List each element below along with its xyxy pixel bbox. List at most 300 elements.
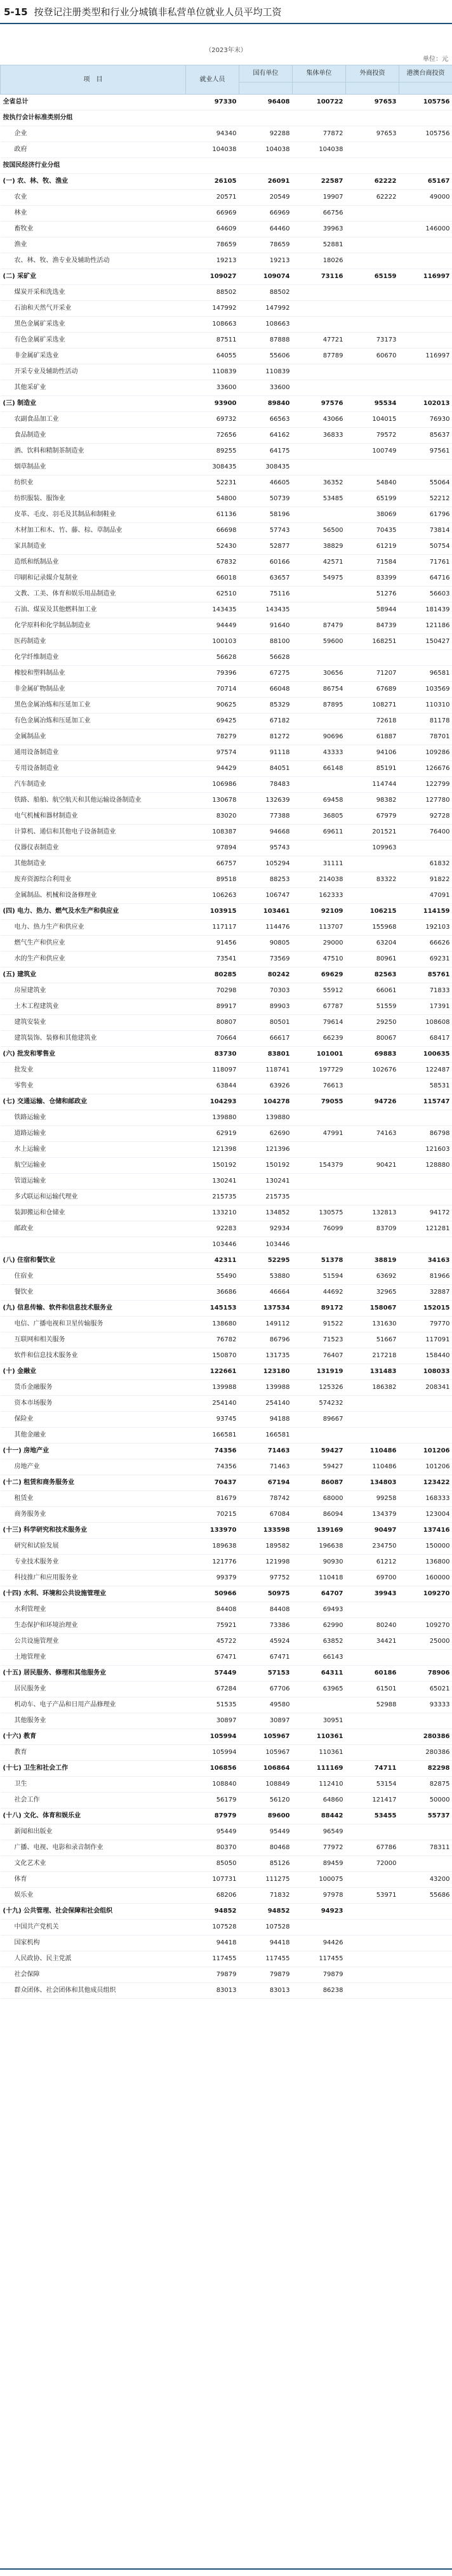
value-cell: 67689 <box>346 682 399 698</box>
value-cell: 87895 <box>293 698 346 714</box>
value-cell: 189582 <box>239 1539 293 1555</box>
value-cell: 104038 <box>239 142 293 158</box>
value-cell: 85050 <box>186 1856 239 1872</box>
value-cell: 105294 <box>239 856 293 872</box>
value-cell <box>399 1428 452 1444</box>
row-label: (十一) 房地产业 <box>1 1444 186 1459</box>
value-cell <box>346 1951 399 1967</box>
row-label: 公共设施管理业 <box>1 1634 186 1650</box>
row-label: 餐饮业 <box>1 1285 186 1301</box>
value-cell: 80501 <box>239 1015 293 1031</box>
value-cell: 89600 <box>239 1809 293 1824</box>
table-row <box>1 1285 452 1301</box>
row-label: 印刷和记录媒介复制业 <box>1 571 186 587</box>
value-cell: 30656 <box>293 666 346 682</box>
value-cell: 100635 <box>399 1047 452 1063</box>
industry-row <box>1 967 452 983</box>
value-cell: 31111 <box>293 856 346 872</box>
row-label: 文教、工美、体育和娱乐用品制造业 <box>1 587 186 602</box>
value-cell: 20571 <box>186 190 239 206</box>
industry-row <box>1 1047 452 1063</box>
value-cell: 83013 <box>239 1983 293 1999</box>
row-label: 酒、饮料和精制茶制造业 <box>1 444 186 460</box>
row-label: 生态保护和环境治理业 <box>1 1618 186 1634</box>
table-row <box>1 809 452 825</box>
table-row <box>1 1793 452 1809</box>
value-cell: 95534 <box>346 396 399 412</box>
value-cell <box>186 110 239 126</box>
value-cell: 133970 <box>186 1523 239 1539</box>
value-cell: 66969 <box>239 206 293 222</box>
value-cell: 93900 <box>186 396 239 412</box>
value-cell: 63657 <box>239 571 293 587</box>
value-cell: 33600 <box>186 380 239 396</box>
value-cell: 147992 <box>239 301 293 317</box>
value-cell: 121417 <box>346 1793 399 1809</box>
value-cell <box>346 1920 399 1935</box>
value-cell: 149112 <box>239 1317 293 1332</box>
bottom-rule <box>0 2568 452 2570</box>
row-label: 烟草制品业 <box>1 460 186 475</box>
row-label: 黑色金属矿采选业 <box>1 317 186 333</box>
value-cell <box>346 237 399 253</box>
value-cell <box>293 777 346 793</box>
value-cell: 130678 <box>186 793 239 809</box>
value-cell <box>346 1428 399 1444</box>
value-cell <box>293 460 346 475</box>
table-row <box>1 936 452 952</box>
row-label: 科技推广和应用服务业 <box>1 1570 186 1586</box>
value-cell: 90497 <box>346 1523 399 1539</box>
value-cell: 86094 <box>293 1507 346 1523</box>
value-cell: 67471 <box>239 1650 293 1666</box>
value-cell <box>293 714 346 729</box>
value-cell <box>399 1602 452 1618</box>
value-cell: 89917 <box>186 999 239 1015</box>
value-cell: 158440 <box>399 1348 452 1364</box>
row-label: 纺织业 <box>1 475 186 491</box>
value-cell: 51559 <box>346 999 399 1015</box>
table-row <box>1 1332 452 1348</box>
value-cell: 70215 <box>186 1507 239 1523</box>
value-cell <box>293 1920 346 1935</box>
row-label: (九) 信息传输、软件和信息技术服务业 <box>1 1301 186 1317</box>
value-cell: 150192 <box>186 1158 239 1174</box>
table-row <box>1 999 452 1015</box>
value-cell: 65199 <box>346 491 399 507</box>
table-row <box>1 952 452 967</box>
value-cell: 123180 <box>239 1364 293 1380</box>
value-cell: 29000 <box>293 936 346 952</box>
value-cell: 139169 <box>293 1523 346 1539</box>
row-label: 畜牧业 <box>1 222 186 237</box>
value-cell: 105756 <box>399 95 452 110</box>
industry-row <box>1 1094 452 1110</box>
header-spacer <box>293 83 346 95</box>
value-cell: 59427 <box>293 1459 346 1475</box>
value-cell: 308435 <box>239 460 293 475</box>
table-row <box>1 1888 452 1904</box>
value-cell: 67787 <box>293 999 346 1015</box>
row-label: 土木工程建筑业 <box>1 999 186 1015</box>
table-row <box>1 793 452 809</box>
value-cell <box>399 840 452 856</box>
value-cell: 32887 <box>399 1285 452 1301</box>
value-cell <box>399 110 452 126</box>
value-cell: 186382 <box>346 1380 399 1396</box>
table-row <box>1 634 452 650</box>
value-cell <box>346 1110 399 1126</box>
row-label: 房地产业 <box>1 1459 186 1475</box>
value-cell: 69732 <box>186 412 239 428</box>
value-cell: 160000 <box>399 1570 452 1586</box>
value-cell: 280386 <box>399 1745 452 1761</box>
industry-row <box>1 1729 452 1745</box>
value-cell: 121281 <box>399 1221 452 1237</box>
value-cell <box>346 1412 399 1428</box>
value-cell: 42311 <box>186 1253 239 1269</box>
value-cell: 94418 <box>239 1935 293 1951</box>
value-cell: 88502 <box>186 285 239 301</box>
value-cell: 122487 <box>399 1063 452 1079</box>
value-cell: 89459 <box>293 1856 346 1872</box>
value-cell: 152015 <box>399 1301 452 1317</box>
value-cell: 49000 <box>399 190 452 206</box>
value-cell: 67084 <box>239 1507 293 1523</box>
page-title <box>4 5 282 18</box>
value-cell <box>346 253 399 269</box>
value-cell: 38829 <box>293 539 346 555</box>
value-cell: 61136 <box>186 507 239 523</box>
value-cell: 108387 <box>186 825 239 840</box>
table-row <box>1 1634 452 1650</box>
value-cell: 108033 <box>399 1364 452 1380</box>
value-cell <box>346 158 399 174</box>
value-cell: 132813 <box>346 1205 399 1221</box>
value-cell <box>346 1904 399 1920</box>
value-cell: 54800 <box>186 491 239 507</box>
table-row <box>1 491 452 507</box>
value-cell: 62990 <box>293 1618 346 1634</box>
value-cell: 76782 <box>186 1332 239 1348</box>
value-cell: 43333 <box>293 745 346 761</box>
row-label: 卫生 <box>1 1777 186 1793</box>
value-cell <box>399 1856 452 1872</box>
value-cell: 108663 <box>186 317 239 333</box>
value-cell: 43066 <box>293 412 346 428</box>
value-cell: 61212 <box>346 1555 399 1570</box>
value-cell: 85329 <box>239 698 293 714</box>
row-label: (二) 采矿业 <box>1 269 186 285</box>
value-cell: 61501 <box>346 1682 399 1697</box>
row-label: 按执行会计标准类别分组 <box>1 110 186 126</box>
section-row <box>1 158 452 174</box>
table-row <box>1 1190 452 1205</box>
value-cell <box>293 602 346 618</box>
value-cell: 91822 <box>399 872 452 888</box>
value-cell <box>399 301 452 317</box>
value-cell: 74711 <box>346 1761 399 1777</box>
table-row <box>1 142 452 158</box>
value-cell: 101206 <box>399 1444 452 1459</box>
value-cell: 215735 <box>186 1190 239 1205</box>
industry-row <box>1 1253 452 1269</box>
value-cell: 130241 <box>239 1174 293 1190</box>
value-cell: 66969 <box>186 206 239 222</box>
value-cell: 131919 <box>293 1364 346 1380</box>
value-cell: 50000 <box>399 1793 452 1809</box>
value-cell: 88502 <box>239 285 293 301</box>
table-row <box>1 1380 452 1396</box>
value-cell: 74356 <box>186 1459 239 1475</box>
value-cell: 103569 <box>399 682 452 698</box>
row-label: 仪器仪表制造业 <box>1 840 186 856</box>
row-label: 木材加工和木、竹、藤、棕、草制品业 <box>1 523 186 539</box>
value-cell: 56628 <box>239 650 293 666</box>
value-cell: 69458 <box>293 793 346 809</box>
value-cell: 106215 <box>346 904 399 920</box>
value-cell: 234750 <box>346 1539 399 1555</box>
value-cell: 66143 <box>293 1650 346 1666</box>
table-row <box>1 253 452 269</box>
value-cell: 80468 <box>239 1840 293 1856</box>
table-row <box>1 523 452 539</box>
table-row <box>1 745 452 761</box>
value-cell: 114744 <box>346 777 399 793</box>
row-label: 其他采矿业 <box>1 380 186 396</box>
value-cell: 76407 <box>293 1348 346 1364</box>
section-row <box>1 110 452 126</box>
value-cell <box>346 110 399 126</box>
value-cell <box>399 1237 452 1253</box>
value-cell: 83730 <box>186 1047 239 1063</box>
value-cell: 67979 <box>346 809 399 825</box>
value-cell: 87979 <box>186 1809 239 1824</box>
table-row <box>1 1920 452 1935</box>
value-cell: 54840 <box>346 475 399 491</box>
value-cell: 137416 <box>399 1523 452 1539</box>
value-cell: 71832 <box>239 1888 293 1904</box>
row-label: 林业 <box>1 206 186 222</box>
row-label: 保险业 <box>1 1412 186 1428</box>
value-cell: 574232 <box>293 1396 346 1412</box>
total-row <box>1 95 452 110</box>
value-cell: 42571 <box>293 555 346 571</box>
table-row <box>1 475 452 491</box>
value-cell <box>293 1110 346 1126</box>
value-cell <box>293 301 346 317</box>
table-number: 5-15 <box>4 6 28 18</box>
row-label: 医药制造业 <box>1 634 186 650</box>
value-cell: 150427 <box>399 634 452 650</box>
table-row <box>1 1539 452 1555</box>
table-row <box>1 444 452 460</box>
table-row <box>1 1682 452 1697</box>
value-cell: 85126 <box>239 1856 293 1872</box>
row-label: 金属制品、机械和设备修理业 <box>1 888 186 904</box>
industry-row <box>1 269 452 285</box>
value-cell <box>293 110 346 126</box>
value-cell: 123422 <box>399 1475 452 1491</box>
value-cell: 105756 <box>399 126 452 142</box>
value-cell: 71463 <box>239 1459 293 1475</box>
value-cell: 91118 <box>239 745 293 761</box>
value-cell: 78659 <box>239 237 293 253</box>
table-row <box>1 460 452 475</box>
value-cell: 166581 <box>186 1428 239 1444</box>
value-cell <box>399 1174 452 1190</box>
value-cell: 79879 <box>293 1967 346 1983</box>
value-cell: 73814 <box>399 523 452 539</box>
value-cell: 113707 <box>293 920 346 936</box>
value-cell <box>293 158 346 174</box>
value-cell <box>346 888 399 904</box>
value-cell: 107528 <box>239 1920 293 1935</box>
year-note: （2023年末） <box>205 47 247 54</box>
value-cell: 121998 <box>239 1555 293 1570</box>
header-item: 项 目 <box>1 65 186 95</box>
value-cell: 78742 <box>239 1491 293 1507</box>
value-cell: 146000 <box>399 222 452 237</box>
row-label: (十) 金融业 <box>1 1364 186 1380</box>
value-cell: 117455 <box>239 1951 293 1967</box>
value-cell: 52988 <box>346 1697 399 1713</box>
table-row <box>1 602 452 618</box>
value-cell: 80285 <box>186 967 239 983</box>
row-label: 企业 <box>1 126 186 142</box>
industry-row <box>1 174 452 190</box>
value-cell: 62690 <box>239 1126 293 1142</box>
value-cell: 91456 <box>186 936 239 952</box>
table-row <box>1 777 452 793</box>
value-cell: 94340 <box>186 126 239 142</box>
value-cell <box>399 1951 452 1967</box>
value-cell: 150192 <box>239 1158 293 1174</box>
value-cell: 89840 <box>239 396 293 412</box>
value-cell: 143435 <box>186 602 239 618</box>
table-row <box>1 1967 452 1983</box>
value-cell: 112410 <box>293 1777 346 1793</box>
value-cell: 74163 <box>346 1126 399 1142</box>
value-cell: 90625 <box>186 698 239 714</box>
value-cell: 87479 <box>293 618 346 634</box>
value-cell: 110361 <box>293 1745 346 1761</box>
value-cell: 62510 <box>186 587 239 602</box>
value-cell <box>293 840 346 856</box>
industry-row <box>1 904 452 920</box>
value-cell: 122661 <box>186 1364 239 1380</box>
value-cell: 67471 <box>186 1650 239 1666</box>
value-cell: 66239 <box>293 1031 346 1047</box>
value-cell: 122799 <box>399 777 452 793</box>
value-cell: 46664 <box>239 1285 293 1301</box>
row-label: 批发业 <box>1 1063 186 1079</box>
value-cell: 103461 <box>239 904 293 920</box>
value-cell: 254140 <box>186 1396 239 1412</box>
value-cell: 78906 <box>399 1666 452 1682</box>
value-cell <box>399 1935 452 1951</box>
value-cell <box>399 1110 452 1126</box>
value-cell: 61796 <box>399 507 452 523</box>
value-cell: 34421 <box>346 1634 399 1650</box>
value-cell: 29250 <box>346 1015 399 1031</box>
value-cell: 45924 <box>239 1634 293 1650</box>
value-cell: 106263 <box>186 888 239 904</box>
value-cell: 59427 <box>293 1444 346 1459</box>
row-label: 有色金属冶炼和压延加工业 <box>1 714 186 729</box>
value-cell: 103915 <box>186 904 239 920</box>
table-row <box>1 1618 452 1634</box>
value-cell: 96581 <box>399 666 452 682</box>
value-cell <box>239 158 293 174</box>
value-cell <box>346 222 399 237</box>
value-cell: 83020 <box>186 809 239 825</box>
value-cell: 78279 <box>186 729 239 745</box>
value-cell: 53455 <box>346 1809 399 1824</box>
table-row <box>1 1951 452 1967</box>
row-label: 皮革、毛皮、羽毛及其制品和制鞋业 <box>1 507 186 523</box>
value-cell: 150000 <box>399 1539 452 1555</box>
row-label: 货币金融服务 <box>1 1380 186 1396</box>
value-cell: 61219 <box>346 539 399 555</box>
row-label: 体育 <box>1 1872 186 1888</box>
value-cell: 78311 <box>399 1840 452 1856</box>
value-cell: 46605 <box>239 475 293 491</box>
value-cell: 71463 <box>239 1444 293 1459</box>
value-cell: 69883 <box>346 1047 399 1063</box>
industry-row <box>1 1761 452 1777</box>
value-cell: 131630 <box>346 1317 399 1332</box>
value-cell: 62919 <box>186 1126 239 1142</box>
value-cell: 63965 <box>293 1682 346 1697</box>
value-cell: 76099 <box>293 1221 346 1237</box>
value-cell: 196638 <box>293 1539 346 1555</box>
value-cell <box>346 1983 399 1999</box>
value-cell: 50966 <box>186 1586 239 1602</box>
value-cell: 64175 <box>239 444 293 460</box>
value-cell: 71207 <box>346 666 399 682</box>
value-cell: 74356 <box>186 1444 239 1459</box>
value-cell: 91640 <box>239 618 293 634</box>
table-row <box>1 364 452 380</box>
value-cell: 32965 <box>346 1285 399 1301</box>
value-cell: 43200 <box>399 1872 452 1888</box>
value-cell <box>346 1079 399 1094</box>
value-cell: 19213 <box>239 253 293 269</box>
value-cell: 56500 <box>293 523 346 539</box>
value-cell: 57743 <box>239 523 293 539</box>
value-cell: 86796 <box>239 1332 293 1348</box>
value-cell: 110486 <box>346 1444 399 1459</box>
value-cell: 52295 <box>239 1253 293 1269</box>
value-cell: 89255 <box>186 444 239 460</box>
row-label: 国家机构 <box>1 1935 186 1951</box>
value-cell: 57449 <box>186 1666 239 1682</box>
value-cell: 34163 <box>399 1253 452 1269</box>
value-cell: 132639 <box>239 793 293 809</box>
value-cell: 77872 <box>293 126 346 142</box>
row-label: 专业技术服务业 <box>1 1555 186 1570</box>
header-total: 就业人员 <box>186 65 239 95</box>
row-label: 娱乐业 <box>1 1888 186 1904</box>
value-cell: 84408 <box>239 1602 293 1618</box>
value-cell: 94426 <box>293 1935 346 1951</box>
value-cell: 79572 <box>346 428 399 444</box>
value-cell: 108663 <box>239 317 293 333</box>
value-cell: 55064 <box>399 475 452 491</box>
table-row <box>1 920 452 936</box>
row-label: (四) 电力、热力、燃气及水生产和供应业 <box>1 904 186 920</box>
